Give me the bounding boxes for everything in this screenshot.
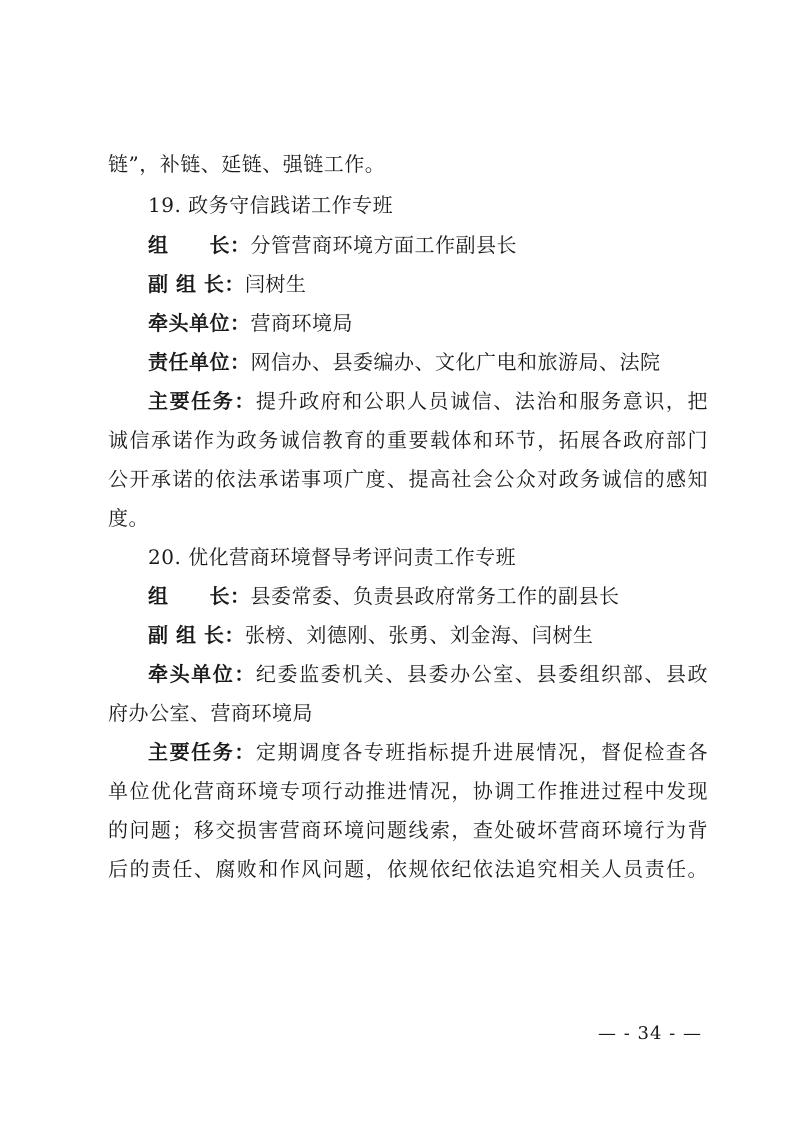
section-19-title [148, 191, 708, 219]
section-19-responsible-units [148, 348, 708, 376]
section-20-title [148, 543, 708, 571]
field-label: 主要任务： [148, 740, 256, 764]
field-label: 主要任务： [148, 389, 256, 413]
text-span: 后的责任、腐败和作风问题，依规依纪依法追究相关人员责任。 [108, 857, 708, 881]
field-value: 营商环境局 [250, 311, 353, 335]
field-label: 副 组 长： [148, 272, 245, 296]
field-label: 副 组 长： [148, 623, 245, 647]
field-value: 县委常委、负责县政府常务工作的副县长 [250, 584, 620, 608]
text-span: 链”，补链、延链、强链工作。 [108, 152, 386, 176]
section-19-task [148, 387, 708, 415]
section-19-leader [148, 231, 708, 259]
section-title-text: 19. 政务守信践诺工作专班 [148, 193, 394, 217]
field-label: 牵头单位： [148, 662, 256, 686]
field-label: 牵头单位： [148, 311, 251, 335]
field-label: 组 长： [148, 584, 251, 608]
text-span: 单位优化营商环境专项行动推进情况，协调工作推进过程中发现 [108, 779, 708, 803]
section-19-deputy [148, 270, 708, 298]
section-20-deputy [148, 621, 708, 649]
section-20-task [148, 738, 708, 766]
text-span: 度。 [108, 506, 149, 530]
paragraph-line [108, 777, 708, 805]
field-value: 张榜、刘德刚、张勇、刘金海、闫树生 [244, 623, 594, 647]
field-value: 提升政府和公职人员诚信、法治和服务意识，把 [255, 389, 709, 413]
section-19-lead-unit [148, 309, 708, 337]
section-20-lead-unit [148, 660, 708, 688]
section-title-text: 20. 优化营商环境督导考评问责工作专班 [148, 545, 517, 569]
paragraph-line [108, 504, 708, 532]
text-span: 公开承诺的依法承诺事项广度、提高社会公众对政务诚信的感知 [108, 467, 708, 491]
field-value: 网信办、县委编办、文化广电和旅游局、法院 [250, 350, 661, 374]
field-value: 定期调度各专班指标提升进展情况，督促检查各 [255, 740, 709, 764]
field-label: 责任单位： [148, 350, 251, 374]
text-span: 府办公室、营商环境局 [108, 701, 313, 725]
paragraph-line [108, 150, 708, 178]
paragraph-line [108, 426, 708, 454]
paragraph-line [108, 816, 708, 844]
paragraph-line [108, 855, 708, 883]
field-label: 组 长： [148, 233, 251, 257]
field-value: 纪委监委机关、县委办公室、县委组织部、县政 [255, 662, 709, 686]
paragraph-line [108, 465, 708, 493]
field-value: 分管营商环境方面工作副县长 [250, 233, 517, 257]
text-span: 的问题；移交损害营商环境问题线索，查处破坏营商环境行为背 [108, 818, 708, 842]
paragraph-line [108, 699, 708, 727]
page-number: — - 34 - — [598, 1023, 702, 1044]
field-value: 闫树生 [244, 272, 307, 296]
text-span: 诚信承诺作为政务诚信教育的重要载体和环节，拓展各政府部门 [108, 428, 708, 452]
section-20-leader [148, 582, 708, 610]
